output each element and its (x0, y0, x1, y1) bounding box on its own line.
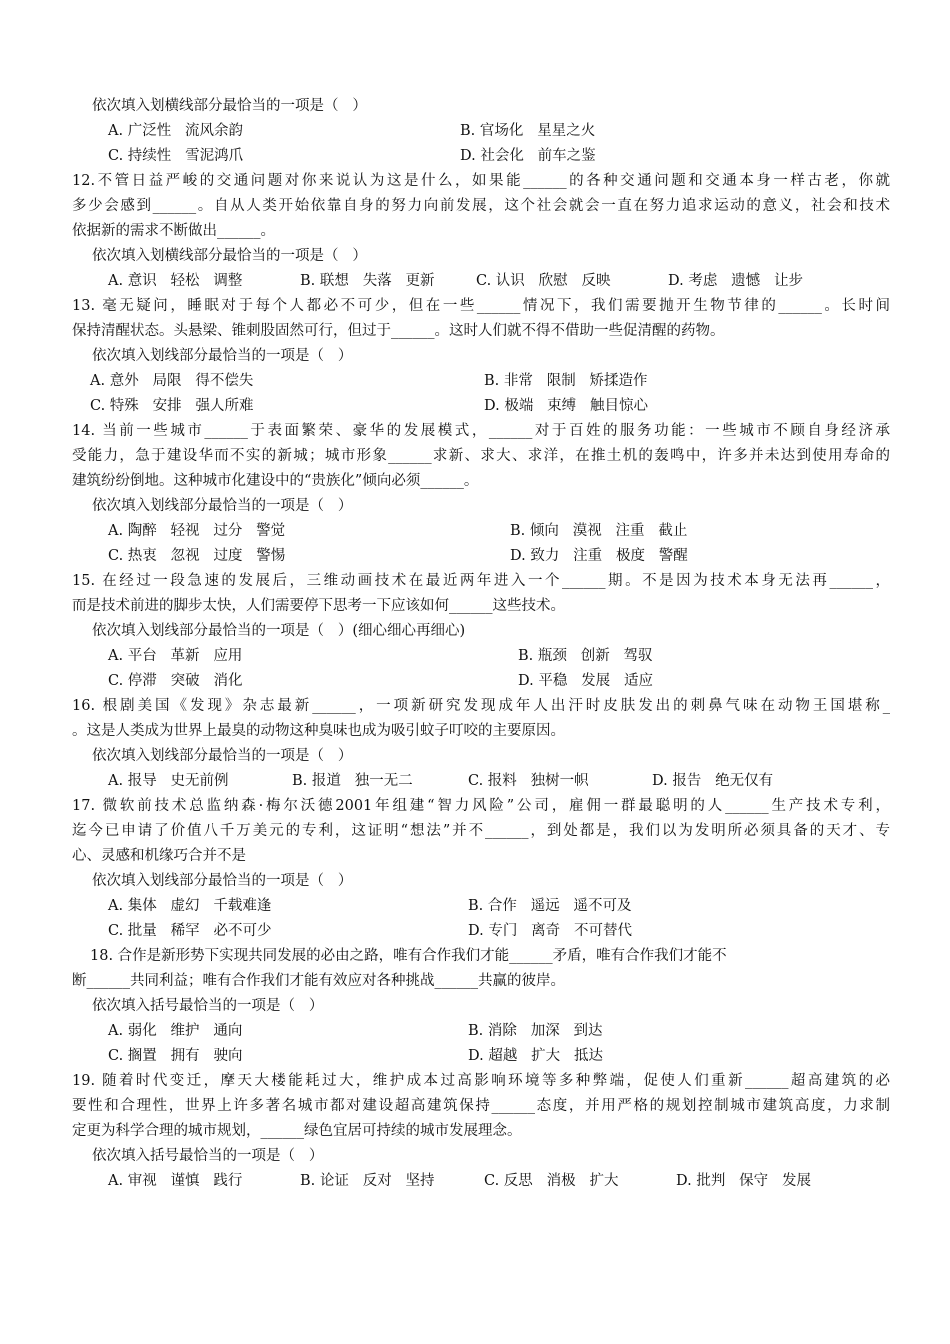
q19-option-d: D. 批判 保守 发展 (676, 1173, 811, 1189)
q18-option-b: B. 消除 加深 到达 (468, 1023, 603, 1039)
q19-option-a: A. 审视 谨慎 践行 (108, 1173, 243, 1189)
q15-line-1: 15. 在经过一段急速的发展后，三维动画技术在最近两年进入一个______期。不是因为技术本身无法再______， (72, 573, 890, 589)
q18-line-2: 断______共同利益；唯有合作我们才能有效应对各种挑战______共赢的彼岸。 (72, 973, 565, 989)
q18-option-a: A. 弱化 维护 通向 (108, 1023, 243, 1039)
q15-option-d: D. 平稳 发展 适应 (518, 673, 653, 689)
q18-line-1: 18. 合作是新形势下实现共同发展的必由之路，唯有合作我们才能______矛盾，唯有合作我们才能不 (90, 948, 727, 964)
q13-line-1: 13. 毫无疑问，睡眠对于每个人都必不可少，但在一些______情况下，我们需要抛开生物节律的______。长时间 (72, 298, 890, 314)
q15-line-2: 而是技术前进的脚步太快，人们需要停下思考一下应该如何______这些技术。 (72, 598, 565, 614)
q12-option-a: A. 意识 轻松 调整 (108, 273, 243, 289)
q13-line-2: 保持清醒状态。头悬梁、锥刺股固然可行，但过于______。这时人们就不得不借助一些促清醒的药物。 (72, 323, 725, 339)
q15-option-b: B. 瓶颈 创新 驾驭 (518, 648, 653, 664)
q17-prompt: 依次填入划线部分最恰当的一项是（ ） (92, 873, 353, 889)
q18-option-c: C. 搁置 拥有 驶向 (108, 1048, 243, 1064)
q12-line-3: 依据新的需求不断做出______。 (72, 223, 275, 239)
q17-option-c: C. 批量 稀罕 必不可少 (108, 923, 272, 939)
q14-option-d: D. 致力 注重 极度 警醒 (510, 548, 688, 564)
q13-option-d: D. 极端 束缚 触目惊心 (484, 398, 648, 414)
q16-prompt: 依次填入划线部分最恰当的一项是（ ） (92, 748, 353, 764)
q13-prompt: 依次填入划线部分最恰当的一项是（ ） (92, 348, 353, 364)
q12-option-d: D. 考虑 遗憾 让步 (668, 273, 803, 289)
q17-line-1: 17. 微软前技术总监纳森·梅尔沃德2001年组建“智力风险”公司，雇佣一群最聪明的人______生产技术专利， (72, 798, 890, 814)
q12-line-2: 多少会感到______。自从人类开始依靠自身的努力向前发展，这个社会就会一直在努力追求运动的意义，社会和技术 (72, 198, 890, 214)
q17-option-a: A. 集体 虚幻 千载难逢 (108, 898, 272, 914)
q12-prompt: 依次填入划横线部分最恰当的一项是（ ） (92, 248, 367, 264)
q13-option-b: B. 非常 限制 矫揉造作 (484, 373, 648, 389)
q11-option-c: C. 持续性 雪泥鸿爪 (108, 148, 244, 164)
q14-option-a: A. 陶醉 轻视 过分 警觉 (108, 523, 286, 539)
q15-option-c: C. 停滞 突破 消化 (108, 673, 243, 689)
q14-prompt: 依次填入划线部分最恰当的一项是（ ） (92, 498, 353, 514)
q14-line-3: 建筑纷纷倒地。这种城市化建设中的“贵族化”倾向必须______。 (72, 473, 479, 489)
q17-option-b: B. 合作 遥远 遥不可及 (468, 898, 632, 914)
q16-option-b: B. 报道 独一无二 (292, 773, 413, 789)
q19-option-c: C. 反思 消极 扩大 (484, 1173, 619, 1189)
q17-line-2: 迄今已申请了价值八千万美元的专利，这证明“想法”并不______，到处都是，我们以为发明所必须具备的天才、专 (72, 823, 890, 839)
q16-option-c: C. 报料 独树一帜 (468, 773, 589, 789)
q14-option-c: C. 热衷 忽视 过度 警惕 (108, 548, 286, 564)
q11-prompt: 依次填入划横线部分最恰当的一项是（ ） (92, 98, 367, 114)
q19-prompt: 依次填入括号最恰当的一项是（ ） (92, 1148, 324, 1164)
q14-option-b: B. 倾向 漠视 注重 截止 (510, 523, 688, 539)
q13-option-a: A. 意外 局限 得不偿失 (90, 373, 254, 389)
q15-option-a: A. 平台 革新 应用 (108, 648, 243, 664)
q12-option-b: B. 联想 失落 更新 (300, 273, 435, 289)
q16-line-1: 16. 根剧美国《发现》杂志最新______，一项新研究发现成年人出汗时皮肤发出的刺鼻气味在动物王国堪称_ (72, 698, 890, 714)
q19-option-b: B. 论证 反对 坚持 (300, 1173, 435, 1189)
q14-line-2: 受能力，急于建设华而不实的新城；城市形象______求新、求大、求洋，在推土机的轰鸣中，许多并未达到使用寿命的 (72, 448, 890, 464)
q19-line-3: 定更为科学合理的城市规划，______绿色宜居可持续的城市发展理念。 (72, 1123, 522, 1139)
q16-line-2: 。这是人类成为世界上最臭的动物这种臭味也成为吸引蚊子叮咬的主要原因。 (72, 723, 565, 739)
q15-prompt: 依次填入划线部分最恰当的一项是（ ）(细心细心再细心) (92, 623, 466, 639)
q12-option-c: C. 认识 欣慰 反映 (476, 273, 611, 289)
q16-option-d: D. 报告 绝无仅有 (652, 773, 774, 789)
q18-option-d: D. 超越 扩大 抵达 (468, 1048, 603, 1064)
q19-line-2: 要性和合理性，世界上许多著名城市都对建设超高建筑保持______态度，并用严格的规划控制城市建筑高度，力求制 (72, 1098, 890, 1114)
q11-option-b: B. 官场化 星星之火 (460, 123, 596, 139)
q11-option-d: D. 社会化 前车之鉴 (460, 148, 596, 164)
q13-option-c: C. 特殊 安排 强人所难 (90, 398, 254, 414)
q18-prompt: 依次填入括号最恰当的一项是（ ） (92, 998, 324, 1014)
q14-line-1: 14. 当前一些城市______于表面繁荣、豪华的发展模式，______对于百姓的服务功能：一些城市不顾自身经济承 (72, 423, 890, 439)
q16-option-a: A. 报导 史无前例 (108, 773, 229, 789)
q17-option-d: D. 专门 离奇 不可替代 (468, 923, 632, 939)
q19-line-1: 19. 随着时代变迁，摩天大楼能耗过大，维护成本过高影响环境等多种弊端，促使人们重新______超高建筑的必 (72, 1073, 890, 1089)
q11-option-a: A. 广泛性 流风余韵 (108, 123, 244, 139)
q17-line-3: 心、灵感和机缘巧合并不是 (72, 848, 246, 864)
q12-line-1: 12.不管日益严峻的交通问题对你来说认为这是什么，如果能______的各种交通问题和交通本身一样古老，你就 (72, 173, 890, 189)
